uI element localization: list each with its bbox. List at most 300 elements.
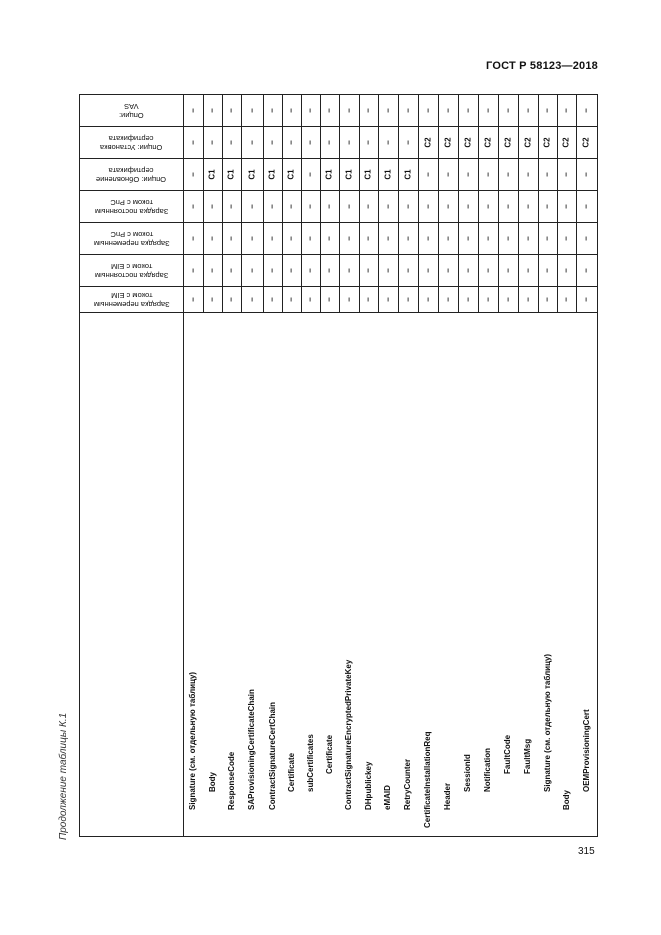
column-header-label: Зарядка переменным током с EIM xyxy=(93,290,170,309)
table-cell-value: – xyxy=(503,235,513,241)
table-cell xyxy=(222,286,241,312)
table-cell-value: – xyxy=(503,203,513,209)
table-cell xyxy=(183,94,203,126)
element-name: Signature (см. отдельную таблицу) xyxy=(543,653,552,792)
table-cell-value: – xyxy=(344,235,354,241)
table-cell-value: – xyxy=(403,235,413,241)
table-cell xyxy=(222,94,241,126)
table-cell xyxy=(183,126,203,158)
table-cell xyxy=(398,126,418,158)
element-name: ContractSignatureEncryptedPrivateKey xyxy=(344,659,353,810)
table-cell-value: – xyxy=(503,267,513,273)
table-cell xyxy=(241,190,263,222)
table-cell xyxy=(320,126,339,158)
table-cell-value: – xyxy=(226,267,236,273)
table-cell xyxy=(458,254,478,286)
table-cell xyxy=(263,254,282,286)
table-cell xyxy=(418,126,438,158)
table-cell-value: – xyxy=(324,267,334,273)
table-cell xyxy=(478,126,498,158)
table-cell-value: C2 xyxy=(423,136,433,148)
table-cell-value: – xyxy=(561,296,571,302)
table-cell-value: – xyxy=(305,203,315,209)
table-cell-value: – xyxy=(305,139,315,145)
table-cell-value: – xyxy=(483,267,493,273)
table-cell xyxy=(498,190,518,222)
table-cell xyxy=(241,286,263,312)
element-name: FaultMsg xyxy=(523,738,532,774)
column-header xyxy=(81,223,182,254)
table-cell-value: – xyxy=(305,296,315,302)
table-cell xyxy=(458,158,478,190)
table-cell-value: C2 xyxy=(503,136,513,148)
table-cell xyxy=(301,286,320,312)
table-cell xyxy=(518,126,538,158)
table-cell xyxy=(282,254,301,286)
table-cell-value: – xyxy=(188,296,198,302)
table-cell xyxy=(478,158,498,190)
table-cell xyxy=(282,94,301,126)
table-cell xyxy=(538,222,557,254)
table-cell-value: – xyxy=(423,203,433,209)
column-header-label: Зарядка переменным током с PnC xyxy=(93,229,170,248)
table-cell-value: – xyxy=(247,235,257,241)
table-cell xyxy=(576,286,597,312)
table-cell xyxy=(398,94,418,126)
table-cell-value: – xyxy=(286,267,296,273)
table-cell-value: – xyxy=(207,296,217,302)
element-name: eMAID xyxy=(383,785,392,810)
table-cell-value: – xyxy=(188,107,198,113)
element-name: Body xyxy=(562,790,571,810)
table-cell xyxy=(359,190,378,222)
table-cell-value: – xyxy=(463,107,473,113)
table-cell xyxy=(339,222,359,254)
table-cell-value: – xyxy=(383,139,393,145)
table-cell-value: – xyxy=(286,296,296,302)
table-cell-value: – xyxy=(247,203,257,209)
table-cell xyxy=(458,222,478,254)
table-cell xyxy=(557,190,576,222)
table-cell-value: – xyxy=(443,203,453,209)
table-cell-value: – xyxy=(286,203,296,209)
table-cell xyxy=(478,94,498,126)
table-cell-value: C2 xyxy=(443,136,453,148)
table-cell-value: – xyxy=(581,203,591,209)
table-cell xyxy=(557,254,576,286)
table-cell-value: – xyxy=(403,296,413,302)
table-cell-value: C1 xyxy=(247,168,257,180)
table-cell-value: – xyxy=(561,267,571,273)
column-header-label: Зарядка постоянным током с PnC xyxy=(94,197,169,216)
table-cell-value: C1 xyxy=(344,168,354,180)
table-column-border xyxy=(597,94,598,837)
table-cell-value: C1 xyxy=(363,168,373,180)
table-cell xyxy=(203,94,222,126)
table-cell-value: – xyxy=(542,296,552,302)
table-cell-value: – xyxy=(483,171,493,177)
table-cell-value: – xyxy=(207,203,217,209)
table-cell-value: – xyxy=(207,235,217,241)
element-name: Certificate xyxy=(325,734,334,774)
table-cell xyxy=(263,286,282,312)
table-cell xyxy=(183,254,203,286)
table-cell xyxy=(576,158,597,190)
table-cell xyxy=(458,286,478,312)
table-cell xyxy=(438,254,458,286)
table-cell-value: – xyxy=(503,107,513,113)
table-cell xyxy=(478,254,498,286)
table-cell xyxy=(438,158,458,190)
table-cell-value: – xyxy=(383,203,393,209)
table-cell xyxy=(263,158,282,190)
table-cell-value: – xyxy=(523,267,533,273)
table-cell xyxy=(320,286,339,312)
table-cell xyxy=(378,158,398,190)
table-cell-value: – xyxy=(305,171,315,177)
element-name: ResponseCode xyxy=(227,751,236,810)
table-cell-value: – xyxy=(188,171,198,177)
table-cell-value: – xyxy=(561,203,571,209)
table-cell-value: C2 xyxy=(542,136,552,148)
element-name: DHpublickey xyxy=(364,761,373,810)
table-cell xyxy=(518,286,538,312)
table-cell xyxy=(538,190,557,222)
column-header xyxy=(81,127,182,158)
table-cell xyxy=(183,190,203,222)
element-name: Header xyxy=(443,782,452,810)
table-cell-value: – xyxy=(247,139,257,145)
table-cell-value: – xyxy=(483,235,493,241)
table-cell-value: – xyxy=(226,107,236,113)
column-header-label: Опции: Установка сертификата xyxy=(100,133,163,152)
table-cell-value: – xyxy=(503,296,513,302)
table-cell xyxy=(398,286,418,312)
table-cell xyxy=(478,222,498,254)
table-cell xyxy=(282,286,301,312)
table-cell-value: – xyxy=(463,203,473,209)
table-cell xyxy=(378,286,398,312)
column-header-label: Зарядка постоянным током с EIM xyxy=(94,261,169,280)
table-cell xyxy=(518,222,538,254)
table-cell-value: C2 xyxy=(561,136,571,148)
table-cell-value: – xyxy=(188,139,198,145)
table-cell xyxy=(203,190,222,222)
table-cell-value: C2 xyxy=(523,136,533,148)
table-cell-value: – xyxy=(363,267,373,273)
table-cell-value: C2 xyxy=(463,136,473,148)
table-cell xyxy=(576,190,597,222)
table-cell-value: – xyxy=(542,107,552,113)
table-cell xyxy=(263,222,282,254)
table-cell xyxy=(378,190,398,222)
table-cell xyxy=(222,254,241,286)
element-name: CertificateInstallationReq xyxy=(423,731,432,828)
table-cell xyxy=(263,94,282,126)
table-cell xyxy=(478,286,498,312)
element-name: Notification xyxy=(483,748,492,792)
table-cell xyxy=(378,126,398,158)
column-header-label: Опции: Обновление сертификата xyxy=(96,165,167,184)
table-cell-value: – xyxy=(188,203,198,209)
table-cell-value: – xyxy=(483,296,493,302)
table-cell xyxy=(398,190,418,222)
table-cell-value: – xyxy=(188,235,198,241)
table-cell-value: – xyxy=(383,235,393,241)
table-cell xyxy=(301,158,320,190)
table-cell xyxy=(576,94,597,126)
table-cell xyxy=(438,94,458,126)
table-cell-value: – xyxy=(542,235,552,241)
element-name: Signature (см. отдельную таблицу) xyxy=(188,671,197,810)
table-cell-value: – xyxy=(247,296,257,302)
table-cell xyxy=(222,158,241,190)
table-cell-value: – xyxy=(581,171,591,177)
table-cell xyxy=(359,286,378,312)
table-cell-value: – xyxy=(483,203,493,209)
table-cell-value: – xyxy=(581,296,591,302)
table-cell-value: C1 xyxy=(403,168,413,180)
table-cell-value: – xyxy=(267,296,277,302)
table-cell-value: C2 xyxy=(483,136,493,148)
table-cell-value: – xyxy=(561,171,571,177)
table-cell xyxy=(282,158,301,190)
table-cell xyxy=(557,126,576,158)
table-cell xyxy=(438,126,458,158)
table-cell-value: C1 xyxy=(207,168,217,180)
table-cell xyxy=(557,158,576,190)
table-cell-value: – xyxy=(247,267,257,273)
table-cell-value: – xyxy=(207,139,217,145)
table-cell-value: – xyxy=(226,296,236,302)
table-cell-value: – xyxy=(363,107,373,113)
table-cell xyxy=(458,126,478,158)
table-cell xyxy=(320,254,339,286)
table-cell-value: – xyxy=(443,171,453,177)
table-cell xyxy=(359,254,378,286)
column-header-label: Опции: VAS xyxy=(119,101,144,120)
table-cell xyxy=(557,222,576,254)
table-cell xyxy=(538,158,557,190)
table-cell-value: – xyxy=(286,107,296,113)
table-cell-value: – xyxy=(324,139,334,145)
table-cell-value: – xyxy=(267,267,277,273)
table-cell-value: C1 xyxy=(267,168,277,180)
table-cell xyxy=(203,222,222,254)
table-cell-value: – xyxy=(503,171,513,177)
table-cell xyxy=(458,190,478,222)
table-cell-value: – xyxy=(383,267,393,273)
table-cell xyxy=(301,126,320,158)
table-cell xyxy=(320,222,339,254)
table-cell xyxy=(538,254,557,286)
table-cell xyxy=(398,254,418,286)
table-cell-value: – xyxy=(363,203,373,209)
table-cell-value: – xyxy=(561,235,571,241)
table-cell xyxy=(241,94,263,126)
table-cell-value: – xyxy=(463,296,473,302)
table-cell xyxy=(478,190,498,222)
table-cell-value: – xyxy=(443,296,453,302)
table-cell xyxy=(282,190,301,222)
table-cell-value: – xyxy=(247,107,257,113)
element-name: Body xyxy=(208,772,217,792)
table-cell xyxy=(438,190,458,222)
table-cell xyxy=(378,254,398,286)
table-cell-value: – xyxy=(581,235,591,241)
table-cell xyxy=(438,286,458,312)
table-cell xyxy=(320,190,339,222)
table-cell xyxy=(557,286,576,312)
table-cell xyxy=(241,126,263,158)
element-name: ContractSignatureCertChain xyxy=(268,701,277,810)
table-cell-value: – xyxy=(383,107,393,113)
table-cell xyxy=(339,254,359,286)
table-cell xyxy=(378,94,398,126)
table-cell xyxy=(203,126,222,158)
table-row-border xyxy=(79,836,598,837)
table-cell xyxy=(263,126,282,158)
table-cell-value: – xyxy=(324,235,334,241)
table-cell xyxy=(518,190,538,222)
table-cell-value: – xyxy=(344,296,354,302)
table-cell-value: – xyxy=(267,235,277,241)
table-cell-value: – xyxy=(267,107,277,113)
table-cell-value: – xyxy=(581,107,591,113)
table-cell-value: – xyxy=(305,267,315,273)
element-name: SAProvisioningCertificateChain xyxy=(247,689,256,810)
table-cell-value: – xyxy=(403,267,413,273)
table-cell-value: – xyxy=(324,203,334,209)
table-cell xyxy=(398,222,418,254)
table-cell xyxy=(557,94,576,126)
table-cell xyxy=(282,222,301,254)
table-cell xyxy=(518,94,538,126)
table-cell-value: – xyxy=(226,139,236,145)
table-cell-value: – xyxy=(267,139,277,145)
table-cell xyxy=(301,254,320,286)
table-cell xyxy=(498,254,518,286)
table-cell-value: – xyxy=(363,139,373,145)
table-cell-value: – xyxy=(403,139,413,145)
table-cell xyxy=(359,222,378,254)
table-cell xyxy=(359,94,378,126)
table-cell xyxy=(320,94,339,126)
table-cell xyxy=(498,286,518,312)
table-cell xyxy=(498,94,518,126)
table-cell-value: – xyxy=(483,107,493,113)
table-cell xyxy=(576,222,597,254)
table-cell xyxy=(518,254,538,286)
table-cell xyxy=(498,158,518,190)
table-cell xyxy=(518,158,538,190)
table-cell xyxy=(203,286,222,312)
element-name: RetryCounter xyxy=(403,758,412,810)
table-cell-value: – xyxy=(286,139,296,145)
table-cell xyxy=(398,158,418,190)
table-cell-value: – xyxy=(523,203,533,209)
table-cell-value: – xyxy=(305,235,315,241)
table-cell xyxy=(339,190,359,222)
table-cell-value: – xyxy=(523,107,533,113)
table-cell-value: C1 xyxy=(286,168,296,180)
table-cell xyxy=(378,222,398,254)
table-cell-value: – xyxy=(423,171,433,177)
table-cell xyxy=(263,190,282,222)
table-cell xyxy=(222,126,241,158)
table-cell xyxy=(498,222,518,254)
table-column-border xyxy=(79,94,80,837)
table-cell-value: – xyxy=(443,107,453,113)
table-cell-value: – xyxy=(443,235,453,241)
table-cell-value: – xyxy=(363,235,373,241)
table-cell-value: – xyxy=(324,107,334,113)
table-cell-value: – xyxy=(383,296,393,302)
table-cell-value: – xyxy=(523,235,533,241)
table-cell-value: – xyxy=(542,171,552,177)
table-cell xyxy=(241,254,263,286)
table-cell-value: – xyxy=(363,296,373,302)
table-cell-value: – xyxy=(542,203,552,209)
table-cell xyxy=(538,286,557,312)
table-cell xyxy=(359,158,378,190)
table-cell-value: – xyxy=(561,107,571,113)
table-cell xyxy=(339,94,359,126)
table-cell-value: C2 xyxy=(581,136,591,148)
element-name: subCertificates xyxy=(306,734,315,792)
column-header xyxy=(81,95,182,126)
table-cell-value: – xyxy=(463,267,473,273)
table-cell-value: – xyxy=(344,203,354,209)
column-header xyxy=(81,191,182,222)
table-cell-value: – xyxy=(344,267,354,273)
element-name: FaultCode xyxy=(503,734,512,774)
table-cell-value: – xyxy=(324,296,334,302)
table-cell-value: – xyxy=(226,235,236,241)
table-cell xyxy=(301,190,320,222)
table-cell-value: – xyxy=(344,139,354,145)
table-cell xyxy=(183,222,203,254)
column-header xyxy=(81,255,182,286)
table-cell-value: – xyxy=(443,267,453,273)
table-cell xyxy=(339,126,359,158)
table-cell xyxy=(241,158,263,190)
page-number: 315 xyxy=(578,846,595,857)
table-cell xyxy=(339,158,359,190)
table-cell-value: – xyxy=(344,107,354,113)
table-cell xyxy=(418,190,438,222)
table-cell xyxy=(538,126,557,158)
table-cell-value: – xyxy=(463,171,473,177)
table-cell xyxy=(301,94,320,126)
table-cell xyxy=(438,222,458,254)
table-cell xyxy=(418,94,438,126)
table-cell-value: – xyxy=(267,203,277,209)
table-cell xyxy=(538,94,557,126)
table-cell xyxy=(301,222,320,254)
table-cell xyxy=(418,222,438,254)
table-cell-value: – xyxy=(423,296,433,302)
table-cell-value: – xyxy=(523,296,533,302)
table-cell-value: – xyxy=(207,267,217,273)
table-cell-value: – xyxy=(286,235,296,241)
column-header xyxy=(81,159,182,190)
table-cell-value: – xyxy=(581,267,591,273)
table-cell xyxy=(576,126,597,158)
table-cell-value: – xyxy=(423,107,433,113)
table-cell-value: – xyxy=(207,107,217,113)
table-cell xyxy=(458,94,478,126)
